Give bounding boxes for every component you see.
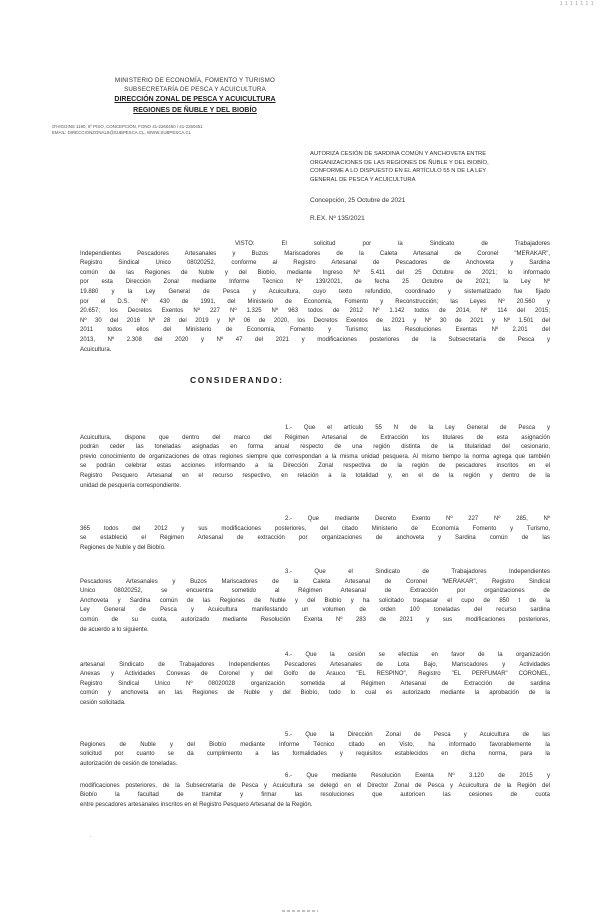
considerando-heading: CONSIDERANDO:: [190, 375, 284, 385]
subject-line: CONFORME A LO DISPUESTO EN EL ARTÍCULO 55 N DE LA LEY: [310, 168, 487, 175]
paragraph-line: Regiones de Ñuble y del Biobío.: [80, 544, 166, 551]
considerando-paragraph-2: [80, 515, 550, 553]
visto-line: Acuicultura.: [80, 346, 112, 353]
paragraph-line: unidad de pesquería correspondiente.: [80, 482, 182, 489]
paragraph-line: artesanal Sindicato de Trabajadores Independientes Pescadores Artesanales de Lota Bajo, Mariscadores y Actividades: [80, 661, 550, 668]
paragraph-line: Anchoveta y Sardina común de las Regiones de Ñuble y del Biobío y ha solicitado traspasar el cupo de 850 t de la: [80, 597, 550, 604]
paragraph-line: Anexas y Actividades Conexas de Coronel y del Golfo de Arauco "EL RESPINO", Registro "EL PERFUMAR" CORONEL,: [80, 671, 550, 678]
visto-line: por esta Dirección Zonal mediante Informe Técnico Nº 139/2021, de fecha 25 Octubre de 2021; la Ley Nº: [80, 279, 550, 286]
visto-line: 2013, Nº 2.308 del 2020 y Nº 47 del 2021 y modificaciones posteriores de la Subsecretaría de Pesca y: [80, 336, 550, 343]
ministry-line: MINISTERIO DE ECONOMÍA, FOMENTO Y TURISMO: [114, 77, 276, 84]
considerando-paragraph-5: [80, 731, 550, 769]
paragraph-line: común de su cuota, autorizado mediante Resolución Exenta Nº 283 de 2021 y sus modificaciones posteriores,: [80, 616, 550, 623]
paragraph-line: 4.- Que la cesión se efectúa en favor de la organización: [285, 652, 550, 658]
paragraph-line: 1.- Que el artículo 55 N de la Ley General de Pesca y: [285, 425, 550, 431]
paragraph-line: se estableció el Régimen Artesanal de extracción por organizaciones de anchoveta y Sardina común de las: [80, 535, 550, 542]
visto-line: 2011 todos ellos del Ministerio de Economía, Fomento y Turismo; las Resoluciones Exentas Nº 2.201 del: [80, 327, 550, 334]
paragraph-line: podrán ceder las toneladas asignadas en forma anual respecto de una región distinta de la titularidad del cesionario,: [80, 444, 550, 451]
visto-line: común de las Regiones de Ñuble y del Biobío, mediante Ingreso Nº 5.411 del 25 Octubre de 2021; lo informado: [80, 269, 550, 276]
paragraph-line: 3.- Que el Sindicato de Trabajadores Independientes: [285, 569, 550, 575]
considerando-paragraph-6: [80, 772, 550, 810]
address-line: O'HIGGINS 1190, 6º PISO, CONCEPCIÓN, FONO 41-2260450 / 41-2260451: [52, 124, 203, 129]
paragraph-line: común y anchoveta en las Regiones de Ñuble y del Biobío, todo lo cual es autorizado mediante la aprobación de la: [80, 690, 550, 697]
visto-line: Registro Sindical Único 08020252, conforme al Registro Artesanal de Pescadores de Anchoveta y Sardina: [80, 260, 550, 267]
paragraph-line: 5.- Que la Dirección Zonal de Pesca y Acuicultura de las: [285, 732, 550, 738]
considerando-paragraph-1: [80, 424, 550, 491]
paragraph-line: 2.- Que mediante Decreto Exento Nº 227 Nº 285, Nº: [285, 516, 550, 522]
subject-line: GENERAL DE PESCA Y ACUICULTURA: [310, 176, 416, 183]
paragraph-line: Único 08020252, se encuentra sometido al Régimen Artesanal de Extracción por organizaciones de: [80, 588, 550, 595]
contact-line: EMAIL: DIRECCIONZONAL8@SUBPESCA.CL, WWW.SUBPESCA.CL: [52, 130, 192, 136]
paragraph-line: 6.- Que mediante Resolución Exenta Nº 3.120 de 2015 y: [285, 773, 550, 779]
paragraph-line: entre pescadores artesanales inscritos en el Registro Pesquero Artesanal de la Región.: [80, 801, 313, 808]
subject-line: AUTORIZA CESIÓN DE SARDINA COMÚN Y ANCHOVETA ENTRE: [310, 151, 487, 157]
paragraph-line: Regiones de Ñuble y del Biobío mediante Informe Técnico citado en Visto, ha informado favorablemente la: [80, 741, 550, 748]
paragraph-line: modificaciones posteriores, de la Subsecretaría de Pesca y Acuicultura se delegó en el Director Zonal de Pesca y Acuicultura de la Región del: [80, 782, 550, 789]
address-block: [52, 124, 302, 137]
regions-title: REGIONES DE ÑUBLE Y DEL BIOBÍO: [133, 107, 257, 115]
visto-line: por el D.S. Nº 430 de 1991, del Ministerio de Economía, Fomento y Reconstrucción; las Leyes Nº 20.560 y: [80, 298, 550, 305]
footer-mark: .: [90, 833, 92, 839]
paragraph-line: 365 todos del 2012 y sus modificaciones posteriores, del citado Ministerio de Economía Fomento y Turismo,: [80, 525, 550, 532]
visto-line: 20.657; los Decretos Exentos Nº 227 Nº 1.325 Nº 963 todos de 2012 Nº 1.142 todos de 2014, Nº 114 del 2015;: [80, 308, 550, 315]
considerando-paragraph-3: [80, 568, 550, 635]
subsecretaria-line: SUBSECRETARÍA DE PESCA Y ACUICULTURA: [124, 86, 266, 94]
visto-line: Independientes Pescadores Artesanales y Buzos Mariscadores de la Caleta Artesanal de Coronel "MERAKAR",: [80, 250, 550, 257]
resolution-subject: [310, 150, 560, 184]
paragraph-line: Registro Sindical Único Nº 08020028 organización sometida al Régimen Artesanal de Extracción de sardina: [80, 680, 550, 687]
direction-title: DIRECCIÓN ZONAL DE PESCA Y ACUICULTURA: [114, 96, 276, 104]
visto-section: [80, 240, 550, 355]
paragraph-line: autorización de cesión de toneladas.: [80, 760, 178, 767]
letterhead: [80, 76, 310, 116]
paragraph-line: Registro Pesquero Artesanal en el recurso respectivo, en relación a la totalidad y, en el de la región y dentro de la: [80, 472, 550, 479]
visto-line: 19.880 y la Ley General de Pesca y Acuicultura, cuyo texto refundido, coordinado y sistematizado fue fijado: [80, 288, 550, 295]
page-corner-mark: 1 1 1 1 1 1 1: [559, 1, 594, 7]
visto-line: Nº 30 del 2016 Nº 28 del 2019 y Nº 06 de 2020, los Decretos Exentos de 2021 y Nº 30 de 2021 y Nº 1.501 del: [80, 317, 550, 324]
resolution-number: R.EX. Nº 135/2021: [310, 215, 365, 222]
paragraph-line: se podrán celebrar estas acciones informando a la Dirección Zonal respectiva de la región de pescadores inscritos en el: [80, 463, 550, 470]
visto-line: VISTO: El solicitud por la Sindicato de Trabajadores: [235, 241, 550, 247]
paragraph-line: Acuicultura, dispone que dentro del marco del Régimen Artesanal de Extracción los titulares de esta asignación: [80, 434, 550, 441]
paragraph-line: solicitud por cuanto se da cumplimiento a las formalidades y requisitos establecidos en dicha norma, para la: [80, 751, 550, 758]
paragraph-line: de acuerdo a lo siguiente.: [80, 626, 149, 633]
paragraph-line: Pescadores Artesanales y Buzos Mariscadores de la Caleta Artesanal de Coronel "MERAKAR", Registro Sindical: [80, 578, 550, 585]
paragraph-line: Ley General de Pesca y Acuicultura manifestando un volumen de orden 100 toneladas del recurso sardina: [80, 607, 550, 614]
page-number-mark: [282, 908, 318, 914]
subject-line: ORGANIZACIONES DE LAS REGIONES DE ÑUBLE Y DEL BIOBÍO,: [310, 159, 489, 166]
paragraph-line: cesión solicitada.: [80, 699, 126, 706]
considerando-paragraph-4: [80, 651, 550, 709]
paragraph-line: previo conocimiento de organizaciones de otras regiones siempre que correspondan a la misma unidad pesquera. Al mismo tiempo la norma agrega que también: [80, 453, 550, 460]
paragraph-line: Biobío la facultad de tramitar y firmar las resoluciones que autoricen las cesiones de cuota: [80, 792, 550, 799]
place-date: Concepción, 25 Octubre de 2021: [310, 197, 406, 204]
